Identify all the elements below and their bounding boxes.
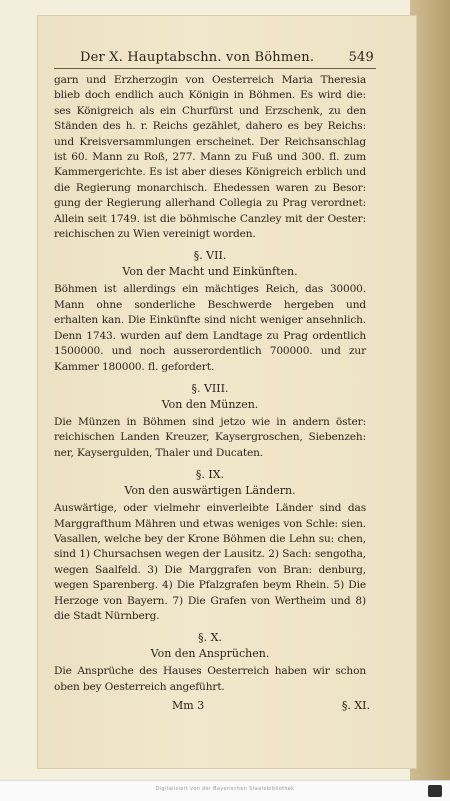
scan-credit: Digitalisiert von der Bayerischen Staatsbibliothek — [155, 786, 295, 792]
page-footer — [54, 699, 370, 717]
section-7 — [54, 248, 366, 374]
intro-paragraph: garn und Erzherzogin von Oesterreich Maria Theresia blieb doch endlich auch Königin in Böhmen. Es wird die: ses Königreich als ein Churfürst und Erzschenk, zu den Ständen des h. r. Reichs gezählet, dahero es bey Reichs: und Kreisversammlungen erscheinet. Der Reichsanschlag ist 60. Mann zu Roß, 277. Mann zu Fuß und 300. fl. zum Kammergerichte. Es ist aber dieses Königreich erblich und die Regierung monarchisch. Ehedessen waren zu Besor: gung der Regierung allerhand Collegia zu Prag verordnet: Allein seit 1749. ist die böhmische Canzley mit der Oester: reichischen zu Wien vereinigt worden. — [54, 74, 366, 241]
running-head-title: Der X. Hauptabschn. von Böhmen. — [80, 50, 315, 65]
page-number: 549 — [348, 50, 374, 65]
section-text: Auswärtige, oder vielmehr einverleibte Länder sind das Marggrafthum Mähren und etwas weniges von Schle: sien. Vasallen, welche bey der Krone Böhmen die Lehn su: chen, sind 1) Chursachsen wegen der Lausitz. 2) Sach: sengotha, wegen Saalfeld. 3) Die Marggrafen von Bran: denburg, wegen Sparenberg. 4) Die Pfalzgrafen beym Rhein. 5) Die Herzoge von Bayern. 7) Die Grafen von Wertheim und 8) die Stadt Nürnberg. — [54, 502, 366, 622]
page-text-block — [54, 46, 374, 717]
section-text: Die Münzen in Böhmen sind jetzo wie in andern öster: reichischen Landen Kreuzer, Kaysergroschen, Siebenzeh: ner, Kaysergulden, Thaler und Ducaten. — [54, 415, 366, 459]
section-10 — [54, 630, 366, 695]
library-logo-icon — [428, 785, 442, 797]
section-text: Die Ansprüche des Hauses Oesterreich haben wir schon oben bey Oesterreich angeführt. — [54, 665, 366, 693]
viewer-bottom-bar — [0, 780, 450, 801]
header-rule — [54, 68, 376, 69]
section-title: Von den auswärtigen Ländern. — [124, 484, 296, 498]
section-8 — [54, 381, 366, 461]
section-number: §. VIII. — [191, 381, 229, 395]
section-9 — [54, 467, 366, 624]
running-head — [54, 46, 374, 68]
book-spine — [410, 0, 450, 780]
signature-mark: Mm 3 — [172, 699, 205, 713]
section-title: Von den Ansprüchen. — [150, 647, 270, 661]
section-number: §. X. — [198, 631, 222, 645]
section-number: §. IX. — [195, 468, 225, 482]
section-text: Böhmen ist allerdings ein mächtiges Reich, das 30000. Mann ohne sonderliche Beschwerde hergeben und erhalten kan. Die Einkünfte sind nicht weniger ansehnlich. Denn 1743. wurden auf dem Landtage zu Prag ordentlich 1500000. und noch ausserordentlich 700000. und zur Kammer 180000. fl. gefordert. — [54, 283, 366, 373]
catchword: §. XI. — [341, 699, 370, 713]
section-title: Von den Münzen. — [161, 397, 259, 411]
section-number: §. VII. — [193, 249, 227, 263]
section-title: Von der Macht und Einkünften. — [122, 265, 298, 279]
